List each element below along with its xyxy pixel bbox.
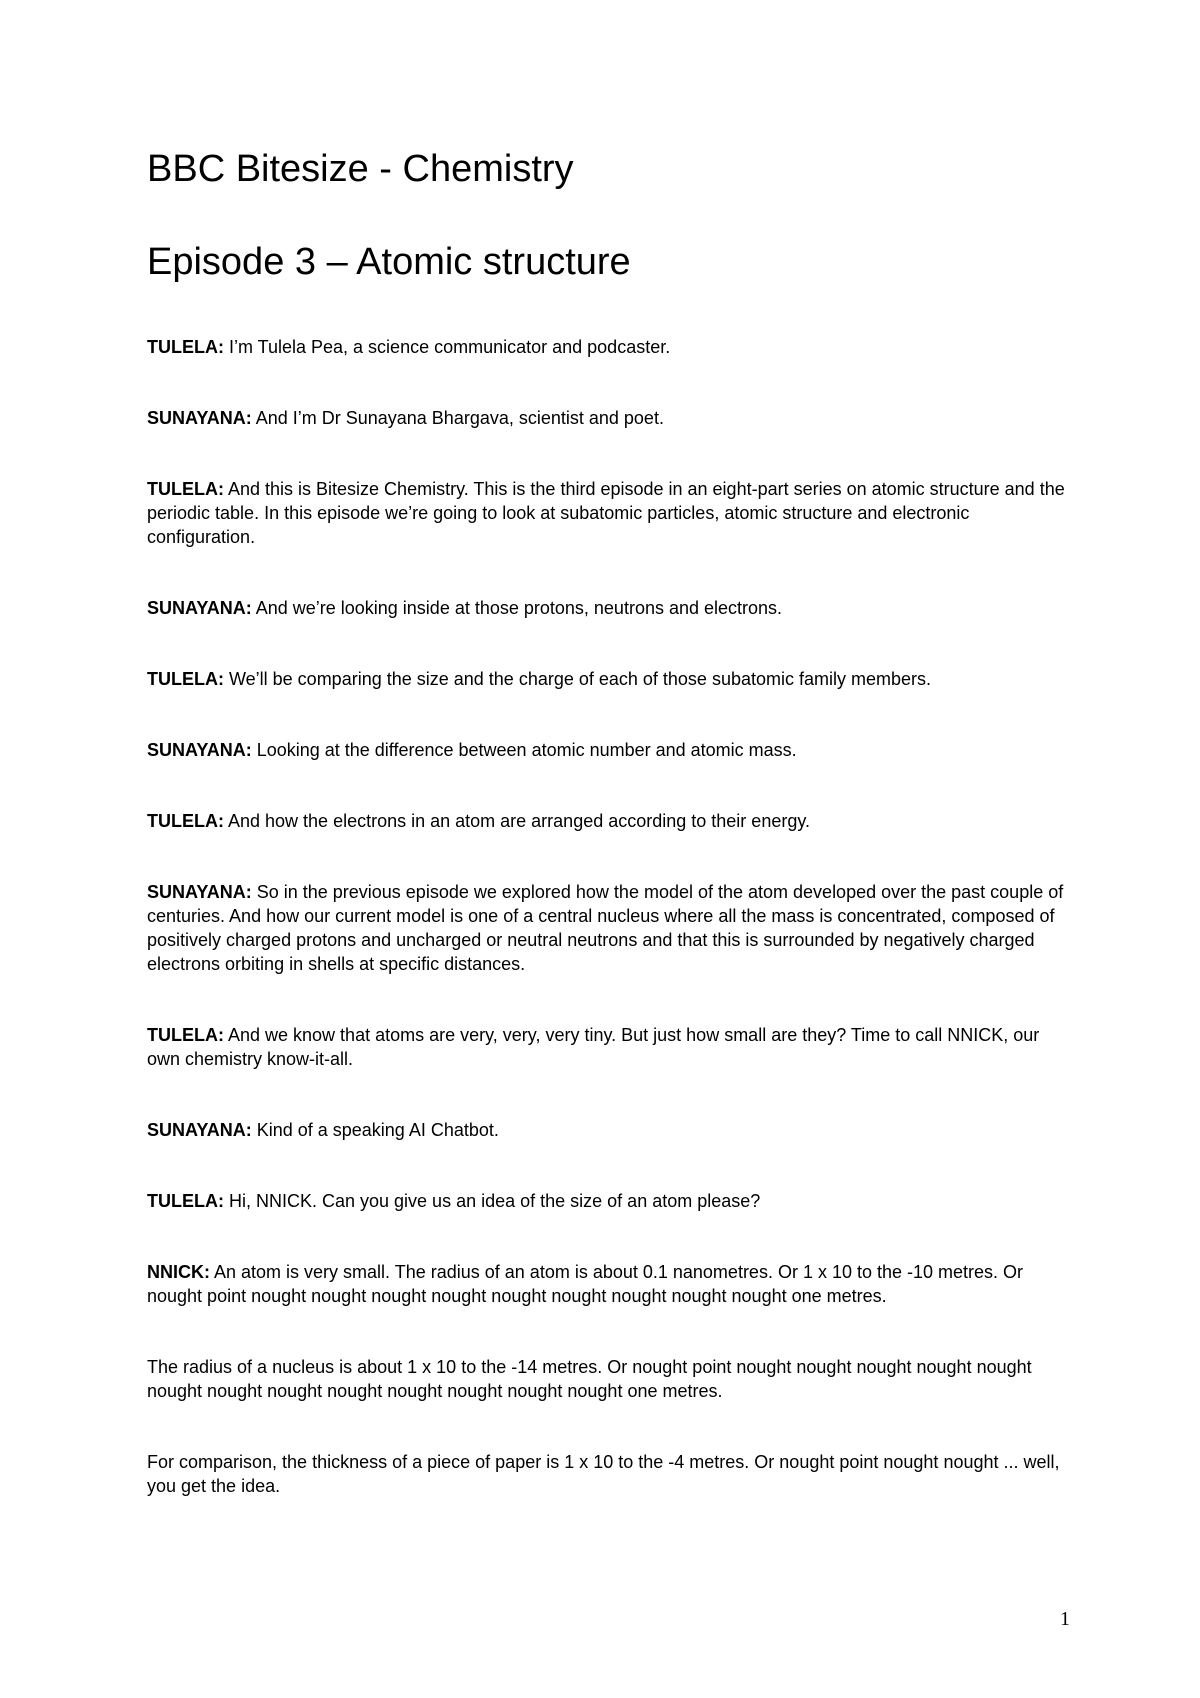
paragraph-text: For comparison, the thickness of a piece of paper is 1 x 10 to the -4 metres. Or nought point nought nought ... well, you get the idea. [147, 1452, 1060, 1496]
speaker-label: TULELA: [147, 811, 224, 831]
paragraph-text: And this is Bitesize Chemistry. This is the third episode in an eight-part series on atomic structure and the periodic table. In this episode we’re going to look at subatomic particles, atomic structure and electronic configuration. [147, 479, 1065, 547]
speaker-label: SUNAYANA: [147, 408, 252, 428]
transcript-paragraph [147, 596, 1067, 620]
page-number: 1 [1060, 1608, 1070, 1630]
paragraph-text: And we know that atoms are very, very, very tiny. But just how small are they? Time to call NNICK, our own chemistry know-it-all. [147, 1025, 1040, 1069]
transcript-paragraph [147, 738, 1067, 762]
speaker-label: TULELA: [147, 669, 224, 689]
transcript [147, 335, 1067, 1545]
transcript-paragraph [147, 477, 1067, 549]
transcript-paragraph [147, 1355, 1067, 1403]
transcript-paragraph [147, 1260, 1067, 1308]
transcript-paragraph [147, 1450, 1067, 1498]
speaker-label: TULELA: [147, 479, 224, 499]
speaker-label: TULELA: [147, 1191, 224, 1211]
paragraph-text: Kind of a speaking AI Chatbot. [251, 1120, 499, 1140]
document-title: BBC Bitesize - Chemistry [147, 148, 574, 190]
paragraph-text: And we’re looking inside at those protons, neutrons and electrons. [251, 598, 783, 618]
episode-title: Episode 3 – Atomic structure [147, 241, 631, 283]
transcript-paragraph [147, 1189, 1067, 1213]
paragraph-text: Hi, NNICK. Can you give us an idea of the size of an atom please? [223, 1191, 761, 1211]
paragraph-text: And how the electrons in an atom are arranged according to their energy. [223, 811, 811, 831]
paragraph-text: We’ll be comparing the size and the charge of each of those subatomic family members. [223, 669, 932, 689]
paragraph-text: Looking at the difference between atomic number and atomic mass. [251, 740, 797, 760]
transcript-paragraph [147, 667, 1067, 691]
transcript-paragraph [147, 335, 1067, 359]
transcript-paragraph [147, 809, 1067, 833]
speaker-label: TULELA: [147, 337, 224, 357]
paragraph-text: And I’m Dr Sunayana Bhargava, scientist and poet. [251, 408, 664, 428]
speaker-label: TULELA: [147, 1025, 224, 1045]
speaker-label: SUNAYANA: [147, 1120, 252, 1140]
speaker-label: SUNAYANA: [147, 882, 252, 902]
transcript-paragraph [147, 1023, 1067, 1071]
transcript-paragraph [147, 880, 1067, 976]
paragraph-text: The radius of a nucleus is about 1 x 10 to the -14 metres. Or nought point nought nought nought nought nought nought nought nought nought nought nought nought nought one metres. [147, 1357, 1032, 1401]
paragraph-text: So in the previous episode we explored how the model of the atom developed over the past couple of centuries. And how our current model is one of a central nucleus where all the mass is concentrated, composed of positively charged protons and uncharged or neutral neutrons and that this is surrounded by negatively charged electrons orbiting in shells at specific distances. [147, 882, 1064, 974]
speaker-label: SUNAYANA: [147, 740, 252, 760]
speaker-label: SUNAYANA: [147, 598, 252, 618]
paragraph-text: An atom is very small. The radius of an atom is about 0.1 nanometres. Or 1 x 10 to the -10 metres. Or nought point nought nought nought nought nought nought nought nought nought one metres. [147, 1262, 1024, 1306]
speaker-label: NNICK: [147, 1262, 210, 1282]
transcript-paragraph [147, 1118, 1067, 1142]
transcript-paragraph [147, 406, 1067, 430]
paragraph-text: I’m Tulela Pea, a science communicator and podcaster. [223, 337, 671, 357]
